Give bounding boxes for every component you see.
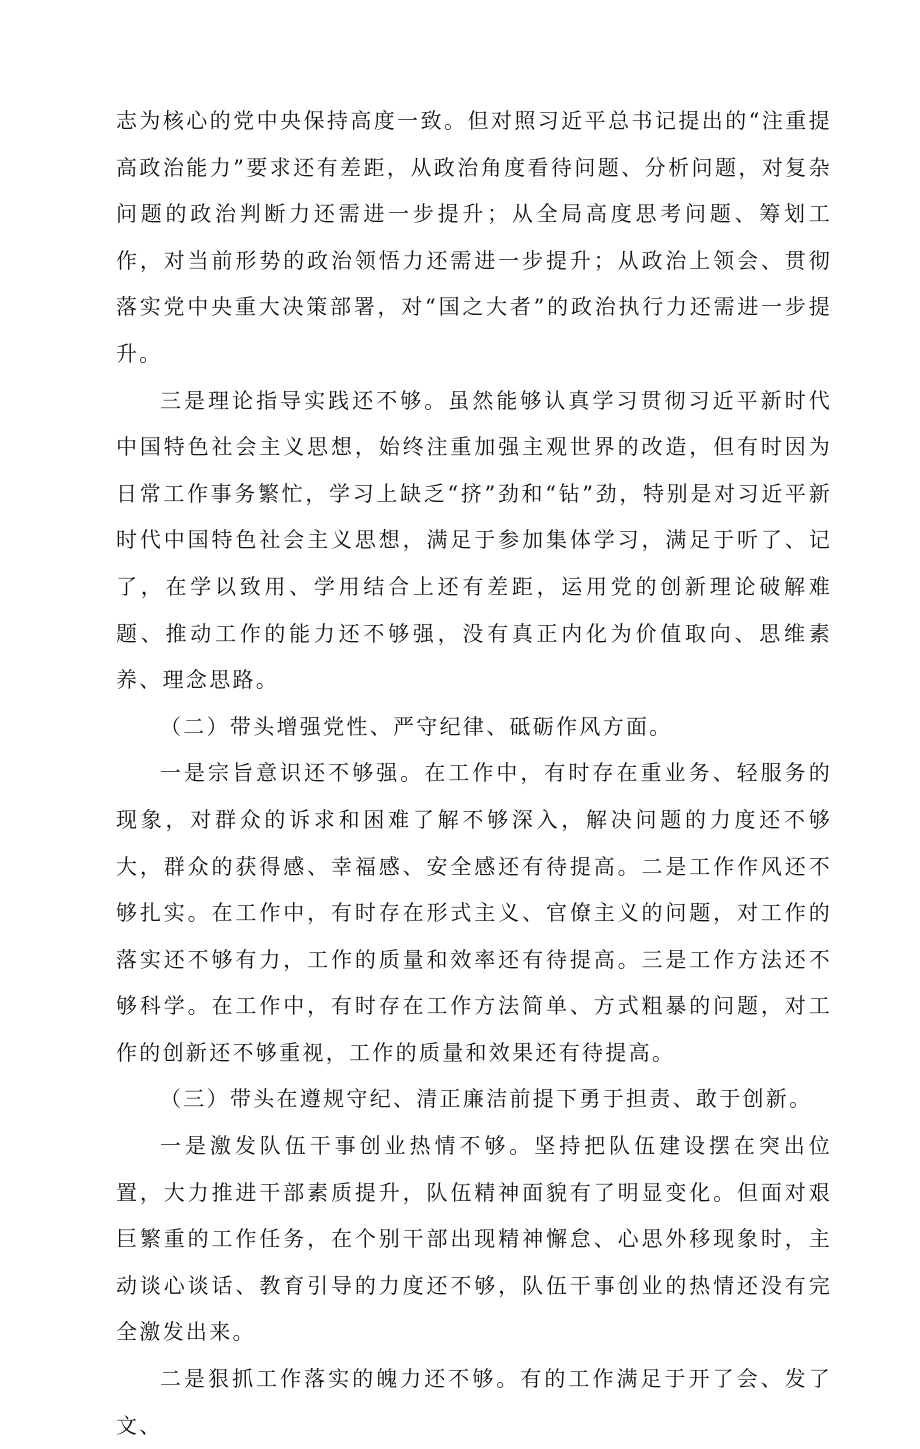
paragraph-team-motivation: 一是激发队伍干事创业热情不够。坚持把队伍建设摆在突出位置，大力推进干部素质提升，队伍精神面貌有了明显变化。但面对艰巨繁重的工作任务，在个别干部出现精神懈怠、心思外移现象时，主动谈心谈话、教育引导的力度还不够，队伍干事创业的热情还没有完全激发出来。: [116, 1134, 832, 1345]
section-heading-responsibility: （三）带头在遵规守纪、清正廉洁前提下勇于担责、敢于创新。: [160, 1087, 813, 1112]
paragraph-service-awareness: 一是宗旨意识还不够强。在工作中，有时存在重业务、轻服务的现象，对群众的诉求和困难了解不够深入，解决问题的力度还不够大，群众的获得感、幸福感、安全感还有待提高。二是工作作风还不够扎实。在工作中，有时存在形式主义、官僚主义的问题，对工作的落实还不够有力，工作的质量和效率还有待提高。三是工作方法还不够科学。在工作中，有时存在工作方法简单、方式粗暴的问题，对工作的创新还不够重视，工作的质量和效果还有待提高。: [116, 761, 832, 1065]
section-heading-party-discipline: （二）带头增强党性、严守纪律、砥砺作风方面。: [160, 714, 673, 739]
document-body: [116, 98, 832, 1449]
paragraph-political-alignment: 志为核心的党中央保持高度一致。但对照习近平总书记提出的“注重提高政治能力”要求还有差距，从政治角度看待问题、分析问题，对复杂问题的政治判断力还需进一步提升；从全局高度思考问题、筹划工作，对当前形势的政治领悟力还需进一步提升；从政治上领会、贯彻落实党中央重大决策部署，对“国之大者”的政治执行力还需进一步提升。: [116, 109, 832, 366]
paragraph-theory-practice: 三是理论指导实践还不够。虽然能够认真学习贯彻习近平新时代中国特色社会主义思想，始终注重加强主观世界的改造，但有时因为日常工作事务繁忙，学习上缺乏“挤”劲和“钻”劲，特别是对习近平新时代中国特色社会主义思想，满足于参加集体学习，满足于听了、记了，在学以致用、学用结合上还有差距，运用党的创新理论破解难题、推动工作的能力还不够强，没有真正内化为价值取向、思维素养、理念思路。: [116, 388, 832, 693]
paragraph-work-implementation: 二是狠抓工作落实的魄力还不够。有的工作满足于开了会、发了文、: [116, 1367, 832, 1438]
